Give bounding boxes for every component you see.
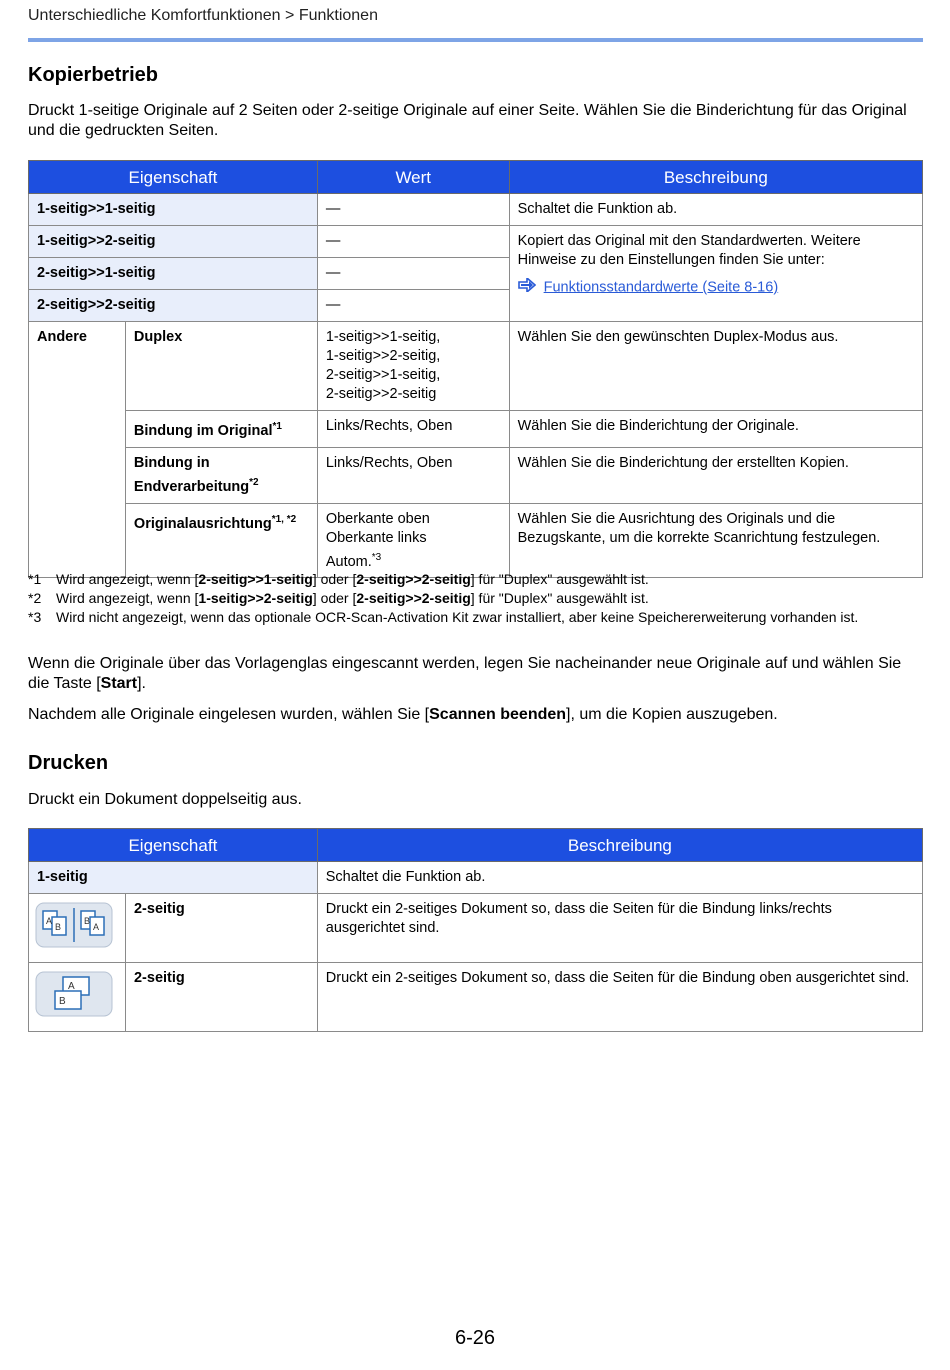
- property-cell: [125, 447, 317, 503]
- svg-text:B: B: [55, 922, 62, 932]
- footnote-mark: *2: [28, 590, 42, 606]
- svg-text:A: A: [68, 981, 75, 992]
- footnote-ref: *2: [249, 476, 259, 488]
- table-row: [29, 447, 923, 503]
- breadcrumb: Unterschiedliche Komfortfunktionen > Funktionen: [28, 7, 378, 24]
- paragraph-scannen-beenden: Nachdem alle Originale eingelesen wurden, wählen Sie [Scannen beenden], um die Kopien auszugeben.: [28, 706, 778, 723]
- duplex-left-right-binding-icon: [35, 902, 113, 954]
- value-line: Autom.: [325, 553, 372, 570]
- svg-text:B: B: [59, 996, 66, 1007]
- property-cell: [125, 411, 317, 448]
- description-text: Kopiert das Original mit den Standardwerten. Weitere Hinweise zu den Einstellungen finden Sie unter:: [517, 233, 861, 268]
- value-line: 2-seitig>>1-seitig,: [325, 367, 441, 383]
- description-cell: [509, 226, 922, 322]
- description-cell: Wählen Sie die Ausrichtung des Originals und die Bezugskante, um die korrekte Scanrichtung festzulegen.: [509, 503, 922, 578]
- table-row: [29, 894, 923, 963]
- column-header-description: Beschreibung: [317, 829, 922, 862]
- value-line: Oberkante links: [325, 529, 427, 546]
- property-cell: 1-seitig>>2-seitig: [29, 226, 318, 258]
- footnote-ref: *1, *2: [271, 513, 297, 525]
- link-funktionsstandardwerte[interactable]: Funktionsstandardwerte (Seite 8-16): [543, 279, 779, 296]
- description-cell: Schaltet die Funktion ab.: [317, 862, 922, 894]
- table-row: [29, 503, 923, 578]
- value-cell: Links/Rechts, Oben: [317, 447, 509, 503]
- property-label: Bindung im Original: [133, 422, 273, 439]
- table-row: [29, 226, 923, 258]
- arrow-right-icon: [518, 278, 536, 297]
- svg-text:B: B: [84, 916, 91, 926]
- footnote-ref: *3: [371, 551, 382, 563]
- property-cell: [125, 503, 317, 578]
- value-cell: —: [317, 194, 509, 226]
- property-label-line: Bindung in: [133, 454, 210, 471]
- svg-text:A: A: [93, 922, 100, 932]
- footnote: [28, 589, 923, 608]
- table-row: [29, 862, 923, 894]
- table-row: [29, 194, 923, 226]
- description-cell: Wählen Sie die Binderichtung der erstellten Kopien.: [509, 447, 922, 503]
- footnote-mark: *3: [28, 609, 42, 625]
- table-row: [29, 322, 923, 411]
- value-line: Oberkante oben: [325, 510, 430, 527]
- page-number: 6-26: [454, 1327, 496, 1349]
- column-header-property: Eigenschaft: [29, 829, 318, 862]
- value-cell: —: [317, 290, 509, 322]
- footnotes: [28, 570, 923, 627]
- property-cell: 2-seitig: [125, 894, 317, 963]
- value-cell: [317, 503, 509, 578]
- svg-text:A: A: [46, 916, 53, 926]
- header-rule: [28, 38, 923, 42]
- footnote: [28, 570, 923, 589]
- icon-cell: [29, 894, 126, 963]
- description-cell: Druckt ein 2-seitiges Dokument so, dass die Seiten für die Bindung oben ausgerichtet sind.: [317, 963, 922, 1032]
- section-title-drucken: Drucken: [28, 752, 109, 774]
- description-cell: Druckt ein 2-seitiges Dokument so, dass die Seiten für die Bindung links/rechts ausgerichtet sind.: [317, 894, 922, 963]
- footnote-text: Wird angezeigt, wenn [1-seitig>>2-seitig] oder [2-seitig>>2-seitig] für "Duplex" ausgewählt ist.: [56, 590, 649, 606]
- copy-settings-table: [28, 160, 923, 578]
- value-line: 2-seitig>>2-seitig: [325, 386, 437, 402]
- property-label: Originalausrichtung: [133, 515, 272, 532]
- section-intro-drucken: Druckt ein Dokument doppelseitig aus.: [28, 791, 302, 808]
- property-cell: Duplex: [125, 322, 317, 411]
- value-cell: —: [317, 226, 509, 258]
- value-cell: Links/Rechts, Oben: [317, 411, 509, 448]
- value-cell: —: [317, 258, 509, 290]
- table-row: [29, 411, 923, 448]
- description-cell: Schaltet die Funktion ab.: [509, 194, 922, 226]
- property-cell: 2-seitig>>2-seitig: [29, 290, 318, 322]
- paragraph-start-key: Wenn die Originale über das Vorlagenglas eingescannt werden, legen Sie nacheinander neue Originale auf und wählen Sie die Taste [Start].: [28, 655, 902, 692]
- section-title-kopierbetrieb: Kopierbetrieb: [28, 64, 159, 86]
- print-settings-table: [28, 828, 923, 1032]
- property-label-line: Endverarbeitung: [133, 478, 250, 495]
- description-cell: Wählen Sie die Binderichtung der Originale.: [509, 411, 922, 448]
- column-header-value: Wert: [317, 161, 509, 194]
- table-row: [29, 963, 923, 1032]
- column-header-property: Eigenschaft: [29, 161, 318, 194]
- duplex-top-binding-icon: [35, 971, 113, 1023]
- footnote-text: Wird angezeigt, wenn [2-seitig>>1-seitig] oder [2-seitig>>2-seitig] für "Duplex" ausgewählt ist.: [56, 571, 649, 587]
- property-cell: 1-seitig: [29, 862, 318, 894]
- footnote-ref: *1: [272, 421, 282, 432]
- column-header-description: Beschreibung: [509, 161, 922, 194]
- property-cell: 2-seitig>>1-seitig: [29, 258, 318, 290]
- section-intro-kopierbetrieb: Druckt 1-seitige Originale auf 2 Seiten oder 2-seitige Originale auf einer Seite. Wählen Sie die Binderichtung für das Original und die gedruckten Seiten.: [28, 102, 907, 139]
- value-line: 1-seitig>>1-seitig,: [325, 329, 441, 345]
- value-cell: [317, 322, 509, 411]
- icon-cell: [29, 963, 126, 1032]
- footnote-text: Wird nicht angezeigt, wenn das optionale OCR-Scan-Activation Kit zwar installiert, aber keine Speichererweiterung vorhanden ist.: [56, 609, 859, 625]
- value-line: 1-seitig>>2-seitig,: [325, 348, 441, 364]
- property-cell: 1-seitig>>1-seitig: [29, 194, 318, 226]
- footnote: [28, 608, 923, 627]
- footnote-mark: *1: [28, 571, 42, 587]
- property-cell: 2-seitig: [125, 963, 317, 1032]
- group-label-andere: Andere: [29, 322, 126, 578]
- description-cell: Wählen Sie den gewünschten Duplex-Modus aus.: [509, 322, 922, 411]
